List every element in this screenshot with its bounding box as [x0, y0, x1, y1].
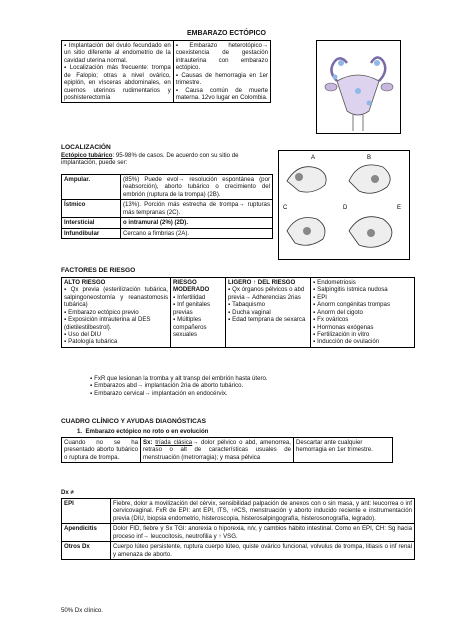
row-desc: Cuerpo lúteo persistente, ruptura cuerpo lúteo, quiste ovárico funcional, volvulus de trompa, litiasis o inf renal y amenaza de aborto. — [111, 542, 415, 560]
list-item: ▪ Fx ováricos — [313, 316, 412, 323]
row-desc: Fiebre, dolor a movilización del cérvix, sensibilidad palpación de anexos con o sin masa, y ant: leucorrea o inf cervicovaginal. FxR de EPI: ant EPI, ITS, ↑#CS, menstruación y aborto inducido reciente e instrumentación previa (DIU, biopsia endometrio, histeroscopia, histerosalpingografía, histerosonografía, legrado). — [111, 499, 415, 524]
intro-item: ▪ Causas de hemorragia en 1er trimestre. — [176, 72, 268, 87]
localizacion-heading: LOCALIZACIÓN — [61, 144, 111, 151]
list-item: ▪ Embarazo cervical→ implantación en endocérvix. — [90, 390, 410, 397]
sx-label: Sx: — [143, 439, 156, 446]
cuadro-c1: Cuando no se ha presentado aborto tubárico o ruptura de trompa. — [62, 438, 141, 463]
list-item: ▪ Anorm del cigoto — [313, 309, 412, 316]
list-item: ▪ Qx órganos pélvicos o abd previa→ Adherencias 2rias — [228, 286, 308, 301]
list-item: ▪ Anorm congénitas trompas — [313, 301, 412, 308]
row-name: Infundibular — [62, 228, 121, 238]
intro-item: ▪ Causa común de muerte materna. 12vo lugar en Colombia. — [176, 87, 268, 102]
localizacion-table — [61, 174, 273, 239]
otros-col — [311, 278, 415, 348]
list-item: ▪ Inf genitales previas — [173, 301, 223, 316]
dx-heading: Dx ≠ — [61, 489, 74, 496]
table-row — [62, 200, 273, 218]
list-item: ▪ Inducción de ovulación — [313, 338, 412, 345]
list-item: ▪ Embarazos abd→ implantación 2ria de aborto tubárico. — [90, 382, 410, 389]
lead-bold: Ectópico tubárico — [61, 152, 113, 159]
list-item: ▪ Edad temprana de sexarca — [228, 316, 308, 323]
row-desc: (13%). Porción más estrecha de trompa→ rupturas más tempranas (2C). — [121, 200, 273, 218]
table-row — [62, 175, 273, 200]
cuadro-subheading — [77, 428, 208, 435]
intro-table — [61, 40, 271, 103]
factores-table — [61, 277, 415, 348]
table-row — [62, 228, 273, 238]
list-item: ▪ Patología tubárica — [64, 338, 168, 345]
list-item: ▪ Ducha vaginal — [228, 309, 308, 316]
intro-item: ▪ Localización más frecuente: trompa de Falopio; otras a nivel ovárico, epiplón, en vísceras abdominales, en cuernos uterinos rudimentarios y poshisterectomía — [64, 64, 171, 101]
row-desc: (85%) Puede evol→ resolución espontánea (por reabsorción), aborto tubárico o crecimiento del embrión (ruptura de la trompa) (2B). — [121, 175, 273, 200]
list-item: ▪ Infertilidad — [173, 294, 223, 301]
fig-label-b: B — [367, 155, 372, 161]
localizacion-lead — [61, 152, 273, 167]
sub-num: 1. — [77, 428, 83, 435]
list-item: ▪ Tabaquismo — [228, 301, 308, 308]
list-item: ▪ Exposición intrauterina al DES (dietilestilbestrol). — [64, 316, 168, 331]
cuadro-table — [61, 437, 393, 463]
row-name: Apendicitis — [62, 524, 111, 542]
mod-title: RIESGO MODERADO — [173, 279, 210, 294]
list-item: ▪ Endometriosis — [313, 279, 412, 286]
row-name: Ístmico — [62, 200, 121, 218]
row-name: Otros Dx — [62, 542, 111, 560]
table-row — [62, 542, 415, 560]
moderado-col — [171, 278, 226, 348]
list-item: ▪ Qx previa (esterilización tubárica, salpingoneostomía y reanastomosis tubárica) — [64, 286, 168, 308]
lig-title: LIGERO ↑ DEL RIESGO — [228, 279, 296, 286]
cuadro-heading: CUADRO CLÍNICO Y AYUDAS DIAGNÓSTICAS — [61, 418, 207, 425]
cuadro-c3: Descartar ante cualquier hemorragia en 1er trimestre. — [294, 438, 393, 463]
row-desc: Dolor FID, fiebre y Sx TGI: anorexia o hiporexia, n/v, y cambios hábito intestinal. Como en EPI, CH: Sg hacia proceso inf→ leucocitosis, neutrofilia y ↑ VSG. — [111, 524, 415, 542]
intro-col-2 — [173, 41, 270, 103]
factores-heading: FACTORES DE RIESGO — [61, 267, 136, 274]
fig-label-a: A — [311, 155, 316, 161]
intro-item: ▪ Implantación del óvulo fecundado en un sitio diferente al endometrio de la cavidad uterina normal. — [64, 42, 171, 64]
row-name: Intersticial — [62, 218, 121, 228]
intro-item: ▪ Embarazo heterotópico→ coexistencia de gestación intrauterina con embarazo ectópico. — [176, 42, 268, 72]
table-row — [62, 499, 415, 524]
fig-label-e: E — [397, 205, 402, 211]
intro-col-1 — [62, 41, 174, 103]
triada: tríada clásica — [155, 439, 193, 446]
lead-rest: : 95-98% de casos. De acuerdo con su sitio de implantación, puede ser: — [61, 152, 239, 167]
list-item: ▪ Salpingitis ístmica nudosa — [313, 286, 412, 293]
list-item: ▪ Uso del DIU — [64, 331, 168, 338]
list-item: ▪ Fertilización in vitro — [313, 331, 412, 338]
row-desc: Cercano a fimbrias (2A). — [121, 228, 273, 238]
list-item: ▪ FxR que lesionan la tromba y alt transp del embrión hasta útero. — [90, 375, 410, 382]
uterus-illustration — [316, 40, 401, 134]
sub-text: Embarazo ectópico no roto o en evolución — [85, 428, 209, 435]
page-title: EMBARAZO ECTÓPICO — [187, 30, 266, 37]
factores-extra — [90, 375, 410, 397]
list-item: ▪ EPI — [313, 294, 412, 301]
fig-label-c: C — [283, 205, 288, 211]
list-item: ▪ Hormonas exógenas — [313, 324, 412, 331]
alto-title: ALTO RIESGO — [64, 279, 106, 286]
table-row — [62, 524, 415, 542]
list-item: ▪ Múltiples compañeros sexuales — [173, 316, 223, 338]
table-row — [62, 218, 273, 228]
cuadro-c2 — [141, 438, 294, 463]
dx-footer: 50% Dx clínico. — [61, 607, 103, 614]
ligero-col — [226, 278, 311, 348]
alto-riesgo-col — [62, 278, 171, 348]
dx-table — [61, 498, 415, 560]
fig-label-d: D — [343, 205, 348, 211]
list-item: ▪ Embarazo ectópico previo — [64, 309, 168, 316]
row-name: Ampular. — [62, 175, 121, 200]
row-name: EPI — [62, 499, 111, 524]
tube-illustrations — [278, 150, 410, 260]
row-desc: o intramural (2%) (2D). — [121, 218, 273, 228]
sx-rest: → dolor pélvico o abd, amenorrea, retraso o alt de características usuales de menstruación (metrorragia); y masa pélvica — [143, 439, 291, 461]
